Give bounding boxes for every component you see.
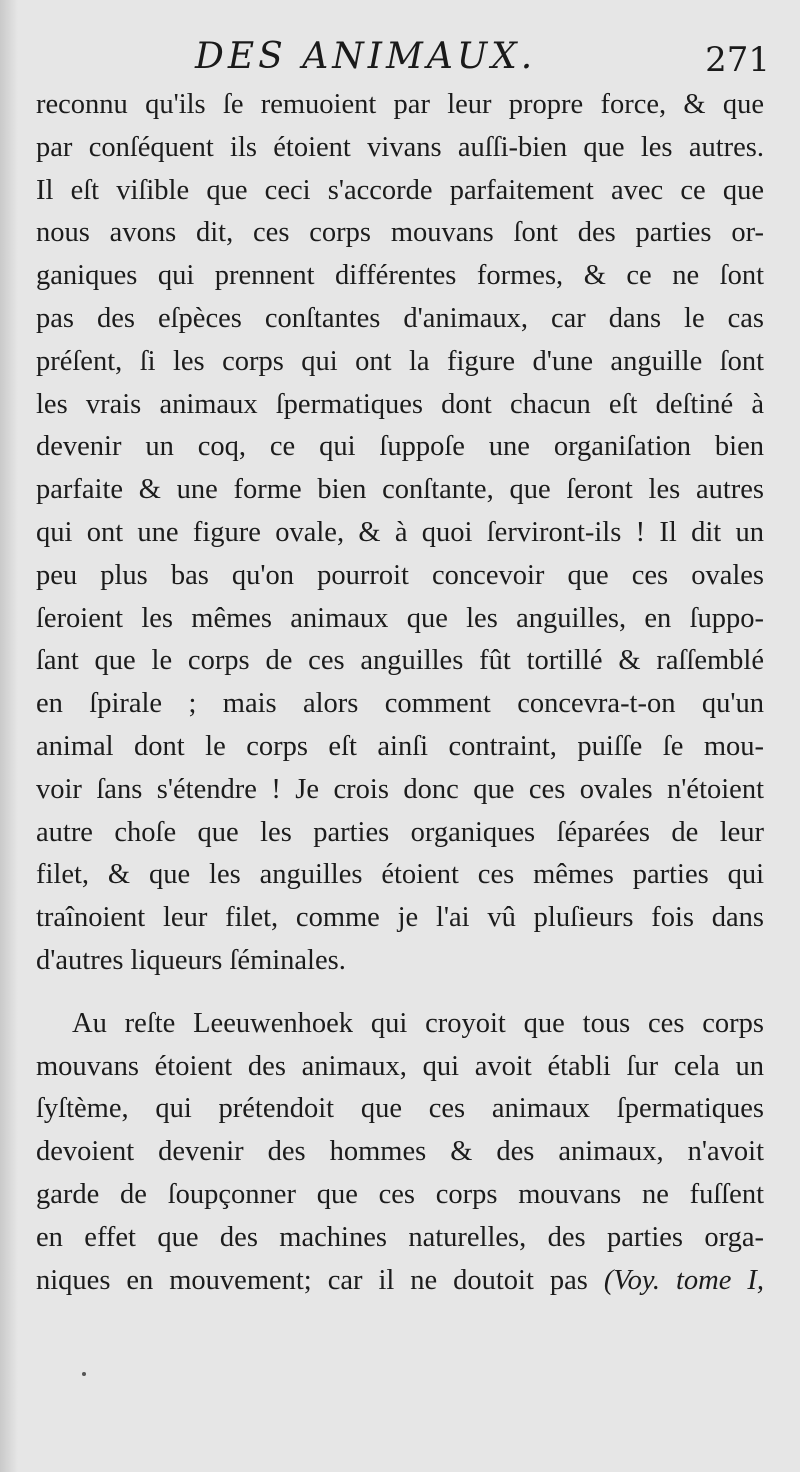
paragraph bbox=[36, 84, 764, 983]
body-text bbox=[36, 84, 764, 1302]
text-line: Au reſte Leeuwenhoek qui croyoit que tous ces corps bbox=[72, 1007, 764, 1039]
text-line: mouvans étoient des animaux, qui avoit établi ſur cela un bbox=[36, 1050, 764, 1082]
text-line-italic-reference: (Voy. tome I, bbox=[603, 1264, 764, 1296]
text-line: filet, & que les anguilles étoient ces mêmes parties qui bbox=[36, 859, 764, 891]
text-line: parfaite & une forme bien conſtante, que ſeront les autres bbox=[36, 474, 764, 506]
text-line: par conſéquent ils étoient vivans auſſi-bien que les autres. bbox=[36, 131, 764, 163]
text-line: nous avons dit, ces corps mouvans ſont des parties or- bbox=[36, 217, 764, 249]
text-line: reconnu qu'ils ſe remuoient par leur propre force, & que bbox=[36, 89, 764, 120]
running-head: DES ANIMAUX. bbox=[195, 36, 537, 77]
text-line: en effet que des machines naturelles, des parties orga- bbox=[36, 1221, 764, 1253]
text-line: Il eſt viſible que ceci s'accorde parfaitement avec ce que bbox=[36, 174, 764, 206]
text-line: en ſpirale ; mais alors comment concevra-t-on qu'un bbox=[36, 688, 764, 720]
text-line: d'autres liqueurs ſéminales. bbox=[36, 944, 346, 976]
text-line: traînoient leur filet, comme je l'ai vû pluſieurs fois dans bbox=[36, 902, 764, 934]
text-line: autre choſe que les parties organiques ſéparées de leur bbox=[36, 816, 764, 848]
text-line: garde de ſoupçonner que ces corps mouvans ne fuſſent bbox=[36, 1178, 764, 1210]
text-line: ſyſtème, qui prétendoit que ces animaux ſpermatiques bbox=[36, 1093, 764, 1125]
page-speck bbox=[82, 1372, 86, 1376]
text-line: pas des eſpèces conſtantes d'animaux, car dans le cas bbox=[36, 302, 764, 334]
page-header bbox=[195, 30, 770, 86]
text-line: préſent, ſi les corps qui ont la figure d'une anguille ſont bbox=[36, 345, 764, 377]
text-line: ſant que le corps de ces anguilles fût tortillé & raſſemblé bbox=[36, 645, 764, 677]
text-line: animal dont le corps eſt ainſi contraint, puiſſe ſe mou- bbox=[36, 730, 764, 762]
text-line: ganiques qui prennent différentes formes, & ce ne ſont bbox=[36, 260, 764, 292]
text-line bbox=[36, 1260, 764, 1303]
text-line: devoient devenir des hommes & des animaux, n'avoit bbox=[36, 1136, 764, 1168]
page-number: 271 bbox=[705, 40, 770, 80]
text-line: voir ſans s'étendre ! Je crois donc que ces ovales n'étoient bbox=[36, 773, 764, 805]
text-line: qui ont une figure ovale, & à quoi ſerviront-ils ! Il dit un bbox=[36, 516, 764, 548]
text-line: peu plus bas qu'on pourroit concevoir que ces ovales bbox=[36, 559, 764, 591]
paragraph-gap bbox=[36, 983, 764, 1003]
text-line: les vrais animaux ſpermatiques dont chacun eſt deſtiné à bbox=[36, 388, 764, 420]
paragraph bbox=[36, 1003, 764, 1303]
text-line: ſeroient les mêmes animaux que les anguilles, en ſuppo- bbox=[36, 602, 764, 634]
text-line-main: niques en mouvement; car il ne doutoit pas bbox=[36, 1264, 588, 1296]
text-line: devenir un coq, ce qui ſuppoſe une organiſation bien bbox=[36, 431, 764, 463]
